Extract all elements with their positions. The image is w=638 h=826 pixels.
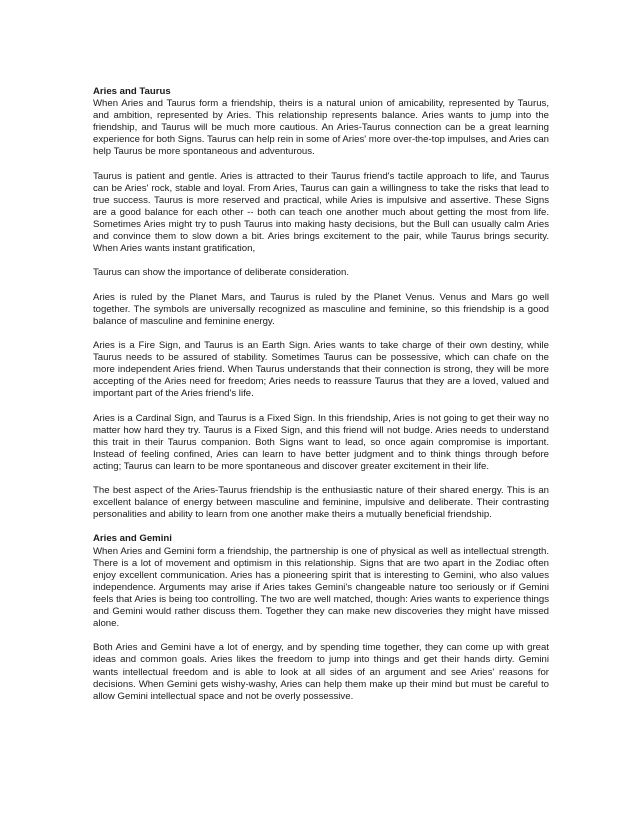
paragraph: Aries is a Fire Sign, and Taurus is an Earth Sign. Aries wants to take charge of their own destiny, while Taurus needs to be assured of stability. Sometimes Taurus can be possessive, which can chafe on the more independent Aries friend. When Taurus understands that their connection is strong, they will be more accepting of the Aries need for freedom; Aries needs to reassure Taurus that they are a loved, valued and important part of the Aries friend's life. xyxy=(93,339,549,400)
document-page xyxy=(93,86,549,715)
paragraph: When Aries and Gemini form a friendship, the partnership is one of physical as well as intellectual strength. There is a lot of movement and optimism in this relationship. Signs that are two apart in the Zodiac often enjoy excellent communication. Aries has a pioneering spirit that is interesting to Gemini, who also values independence. Arguments may arise if Aries takes Gemini's changeable nature too seriously or if Gemini feels that Aries is being too controlling. The two are well matched, though: Aries wants to experience things and Gemini would rather discuss them. Together they can make new discoveries they might have missed alone. xyxy=(93,545,549,630)
paragraph: Taurus can show the importance of deliberate consideration. xyxy=(93,267,349,279)
paragraph: Aries is ruled by the Planet Mars, and Taurus is ruled by the Planet Venus. Venus and Mars go well together. The symbols are universally recognized as masculine and feminine, so this friendship is a good balance of masculine and feminine energy. xyxy=(93,291,549,327)
paragraph: The best aspect of the Aries-Taurus friendship is the enthusiastic nature of their shared energy. This is an excellent balance of energy between masculine and feminine, impulsive and deliberate. Their contrasting personalities and ability to learn from one another make theirs a mutually beneficial friendship. xyxy=(93,485,549,521)
paragraph: When Aries and Taurus form a friendship, theirs is a natural union of amicability, represented by Taurus, and ambition, represented by Aries. This relationship represents balance. Aries wants to jump into the friendship, and Taurus will be much more cautious. An Aries-Taurus connection can be a great learning experience for both Signs. Taurus can help rein in some of Aries' more over-the-top impulses, and Aries can help Taurus be more spontaneous and adventurous. xyxy=(93,98,549,158)
section-heading: Aries and Taurus xyxy=(93,86,171,97)
section-aries-gemini xyxy=(93,533,549,702)
section-aries-taurus xyxy=(93,86,549,521)
paragraph: Taurus is patient and gentle. Aries is attracted to their Taurus friend's tactile approach to life, and Taurus can be Aries' rock, stable and loyal. From Aries, Taurus can gain a willingness to take the risks that lead to true success. Taurus is more reserved and practical, while Aries is impulsive and assertive. These Signs are a good balance for each other -- both can teach one another much about getting the most from life. Sometimes Aries might try to push Taurus into making hasty decisions, but the Bull can usually calm Aries and convince them to slow down a bit. Aries brings excitement to the pair, while Taurus brings security. When Aries wants instant gratification, xyxy=(93,170,549,255)
paragraph: Both Aries and Gemini have a lot of energy, and by spending time together, they can come up with great ideas and common goals. Aries likes the freedom to jump into things and get their hands dirty. Gemini wants intellectual freedom and is able to look at all sides of an argument and see Aries' reasons for decisions. When Gemini gets wishy-washy, Aries can help them make up their mind but must be careful to allow Gemini intellectual space and not be overly possessive. xyxy=(93,642,549,702)
paragraph: Aries is a Cardinal Sign, and Taurus is a Fixed Sign. In this friendship, Aries is not going to get their way no matter how hard they try. Taurus is a Fixed Sign, and this friend will not budge. Aries needs to understand this trait in their Taurus companion. Both Signs want to lead, so once again compromise is important. Instead of feeling confined, Aries can learn to have better judgment and to think things through before acting; Taurus can learn to be more spontaneous and discover greater excitement in their life. xyxy=(93,412,549,472)
section-heading: Aries and Gemini xyxy=(93,533,172,545)
